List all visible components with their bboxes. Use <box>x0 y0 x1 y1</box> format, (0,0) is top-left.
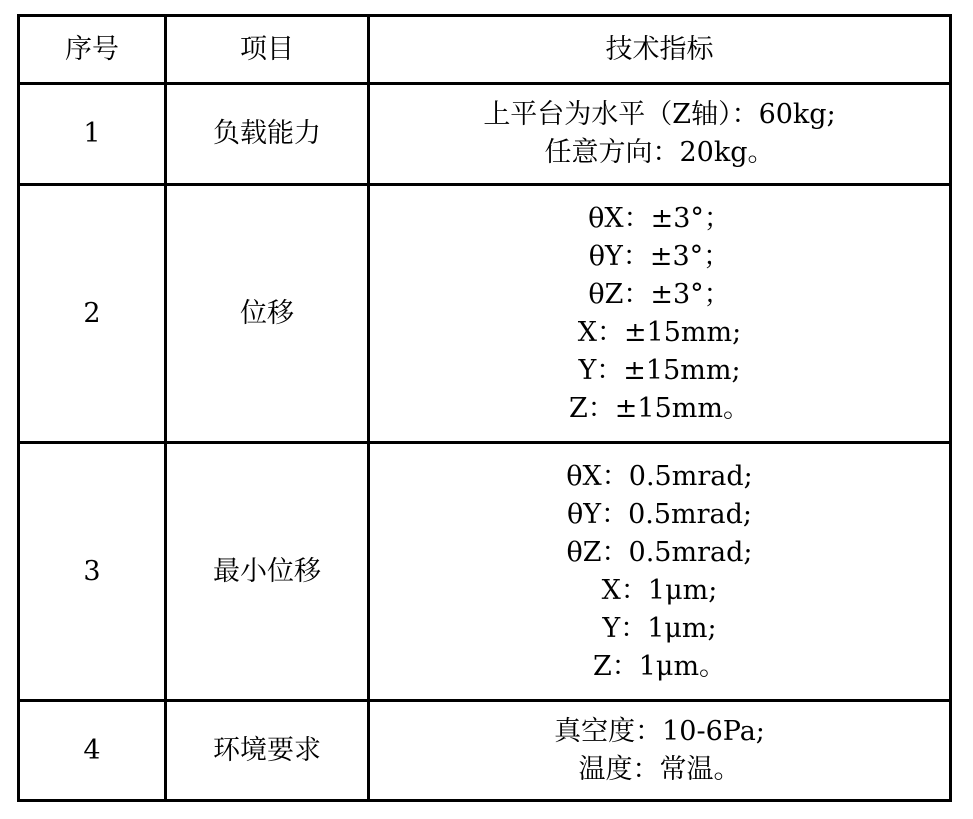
spec-line: Y：±15mm; <box>578 354 741 386</box>
table-row <box>19 443 951 701</box>
row-index: 3 <box>19 443 166 701</box>
spec-line: X：1μm; <box>601 574 718 606</box>
row-item: 位移 <box>166 185 369 443</box>
header-spec: 技术指标 <box>369 16 951 84</box>
row-index: 2 <box>19 185 166 443</box>
row-item: 最小位移 <box>166 443 369 701</box>
row-spec <box>369 443 951 701</box>
row-item: 环境要求 <box>166 701 369 801</box>
spec-line: 上平台为水平（Z轴）：60kg; <box>483 99 836 130</box>
spec-line: Z：1μm。 <box>592 650 727 682</box>
spec-line: θZ：±3°； <box>588 278 731 310</box>
table-header-row <box>19 16 951 84</box>
row-spec <box>369 185 951 443</box>
spec-line: 真空度：10-6Pa; <box>554 715 765 747</box>
spec-line: Z：±15mm。 <box>569 392 750 424</box>
table-row <box>19 185 951 443</box>
spec-line: 任意方向：20kg。 <box>544 137 775 168</box>
spec-line: θX：0.5mrad; <box>566 460 753 492</box>
table-row <box>19 84 951 185</box>
header-index: 序号 <box>19 16 166 84</box>
spec-line: Y：1μm; <box>602 612 717 644</box>
spec-line: θX：±3°； <box>588 202 731 234</box>
spec-line: θZ：0.5mrad; <box>566 536 753 568</box>
spec-line: X：±15mm; <box>577 316 742 348</box>
row-spec <box>369 701 951 801</box>
spec-line: θY：0.5mrad; <box>566 498 752 530</box>
header-item: 项目 <box>166 16 369 84</box>
row-index: 4 <box>19 701 166 801</box>
spec-line: θY：±3°； <box>588 240 731 272</box>
row-item: 负载能力 <box>166 84 369 185</box>
table-row <box>19 701 951 801</box>
row-index: 1 <box>19 84 166 185</box>
row-spec <box>369 84 951 185</box>
spec-table <box>17 14 952 802</box>
spec-line: 温度：常温。 <box>578 753 741 785</box>
